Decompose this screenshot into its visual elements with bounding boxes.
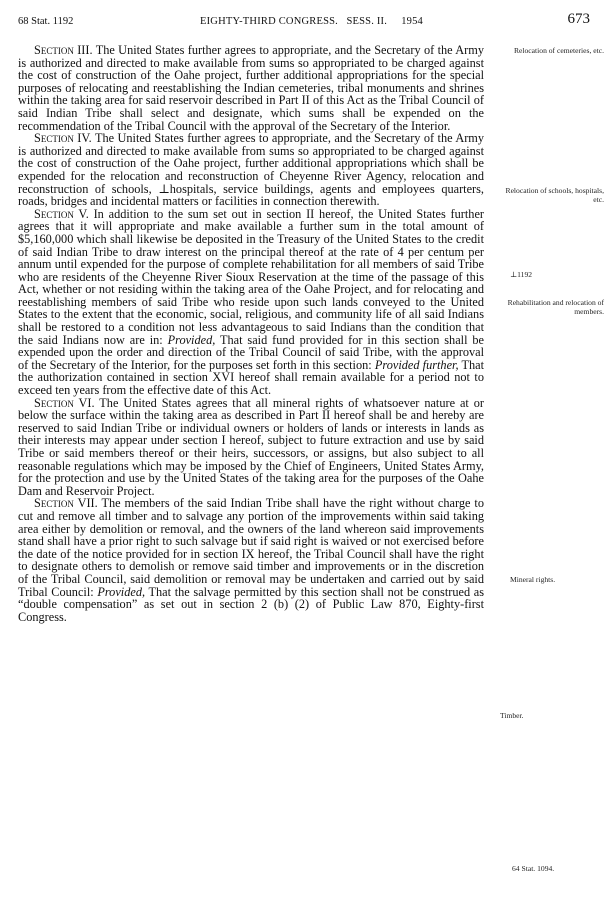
section-text: The United States further agrees to appropriate, and the Secretary of the Army is authorized and directed to make available from sums so appropriated to be charged against the cost of construction of the Oahe project, further additional appropriations which shall be expended for the relocation and reconstruction of Cheyenne River Agency, relocation and reconstruction of schools, ⊥hospitals, service buildings, agents and employees quarters, roads, bridges and incidental matters or facilities in connection therewith. bbox=[18, 131, 485, 209]
proviso-label: Provided, bbox=[167, 332, 216, 347]
section-vii bbox=[18, 497, 484, 623]
section-iii bbox=[18, 44, 484, 132]
section-text: That said fund provided for in this section shall be expended upon the order and direction of the Tribal Council of said Tribe, with the approval of the Secretary of the Interior, for the purposes set forth in this section: bbox=[18, 332, 485, 372]
section-iv bbox=[18, 132, 484, 208]
section-text: In addition to the sum set out in section II hereof, the United States further agrees that it will appropriate and make available a further sum in the total amount of $5,160,000 which shall likewise be deposited in the Treasury of the United States to the credit of said Indian Tribe to draw interest on the principal thereof at the rate of 4 per centum per annum until expended for the purpose of complete rehabilitation for all members of said Tribe who are residents of the Cheyenne River Sioux Reservation at the time of the passage of this Act, whether or not residing within the taking area of the Oahe Project, and for relocating and reestablishing members of said Tribe who reside upon such lands conveyed to the United States to the extent that the economic, social, religious, and community life of all said Indians shall be restored to a condition not less advantageous to said Indians than the condition that the said Indians now are in: bbox=[18, 206, 484, 347]
statute-text bbox=[18, 44, 484, 623]
margin-note-rehabilitation: Rehabilitation and relocation of members. bbox=[507, 298, 604, 316]
section-label: Section III. bbox=[34, 43, 93, 57]
proviso-label: Provided further, bbox=[374, 357, 459, 372]
session-label: SESS. II. bbox=[346, 16, 388, 27]
margin-note-schools: Relocation of schools, hospitals, etc. bbox=[505, 186, 604, 204]
margin-note-mineral-rights: Mineral rights. bbox=[510, 575, 556, 584]
margin-note-page-ref: ⊥1192 bbox=[510, 270, 533, 279]
running-title bbox=[200, 16, 423, 27]
section-v bbox=[18, 208, 484, 397]
section-label: Section V. bbox=[34, 206, 89, 221]
section-text: That the salvage permitted by this section shall not be construed as “double compensation” as set out in section 2 (b) (2) of Public Law 870, Eighty-first Congress. bbox=[18, 584, 485, 624]
section-text: The United States agrees that all mineral rights of whatsoever nature at or below the surface within the taking area as described in Part II hereof shall be and hereby are reserved to said Indian Tribe or individual owners or holders of lands or interests in lands as their interests may appear under section I hereof, subject to future extraction and use by said Tribe or said members thereof or their heirs, successors, or assigns, but also subject to all reasonable regulations which may be imposed by the Chief of Engineers, United States Army, for the protection and use by the United States of the taking area for the purposes of the Oahe Dam and Reservoir Project. bbox=[18, 395, 484, 498]
margin-note-timber: Timber. bbox=[500, 711, 524, 720]
page-number: 673 bbox=[567, 11, 590, 27]
section-label: Section IV. bbox=[34, 131, 92, 146]
section-vi bbox=[18, 397, 484, 498]
year-label: 1954 bbox=[401, 16, 424, 27]
section-label: Section VI. bbox=[34, 395, 95, 410]
margin-note-cemeteries: Relocation of cemeteries, etc. bbox=[513, 46, 604, 55]
section-text: The members of the said Indian Tribe shall have the right without charge to cut and remove all timber and to salvage any portion of the improvements within said taking area either by demolition or removal, and the owners of the land whereon said improvements stand shall have a prior right to such salvage but if said right is waived or not exercised before the date of the notice provided for in section IX hereof, the Tribal Council shall have the right to designate others to demolish or remove said timber and improvements or in the discretion of the Tribal Council, said demolition or removal may be undertaken and carried out by said Tribal Council: bbox=[18, 496, 484, 599]
section-text: That the authorization contained in section XVI hereof shall remain available for a period not to exceed ten years from the effective date of this Act. bbox=[18, 357, 485, 398]
congress-title: EIGHTY-THIRD CONGRESS. bbox=[200, 16, 338, 27]
margin-note-stat-ref: 64 Stat. 1094. bbox=[512, 864, 555, 873]
section-label: Section VII. bbox=[34, 496, 98, 511]
proviso-label: Provided, bbox=[97, 584, 146, 599]
section-text: The United States further agrees to appropriate, and the Secretary of the Army is authorized and directed to make available from sums so appropriated to be charged against the cost of construction of the Oahe project, further additional appropriations for the special purposes of relocating and reestablishing the Indian cemeteries, tribal monuments and shrines within the taking area for said reservoir described in Part II of this Act as the Tribal Council of said Indian Tribe shall select and designate, which sums shall be expended on the recommendation of the Tribal Council with the approval of the Secretary of the Interior. bbox=[18, 43, 484, 133]
page-header bbox=[0, 11, 608, 33]
stat-reference: 68 Stat. 1192 bbox=[18, 16, 74, 27]
